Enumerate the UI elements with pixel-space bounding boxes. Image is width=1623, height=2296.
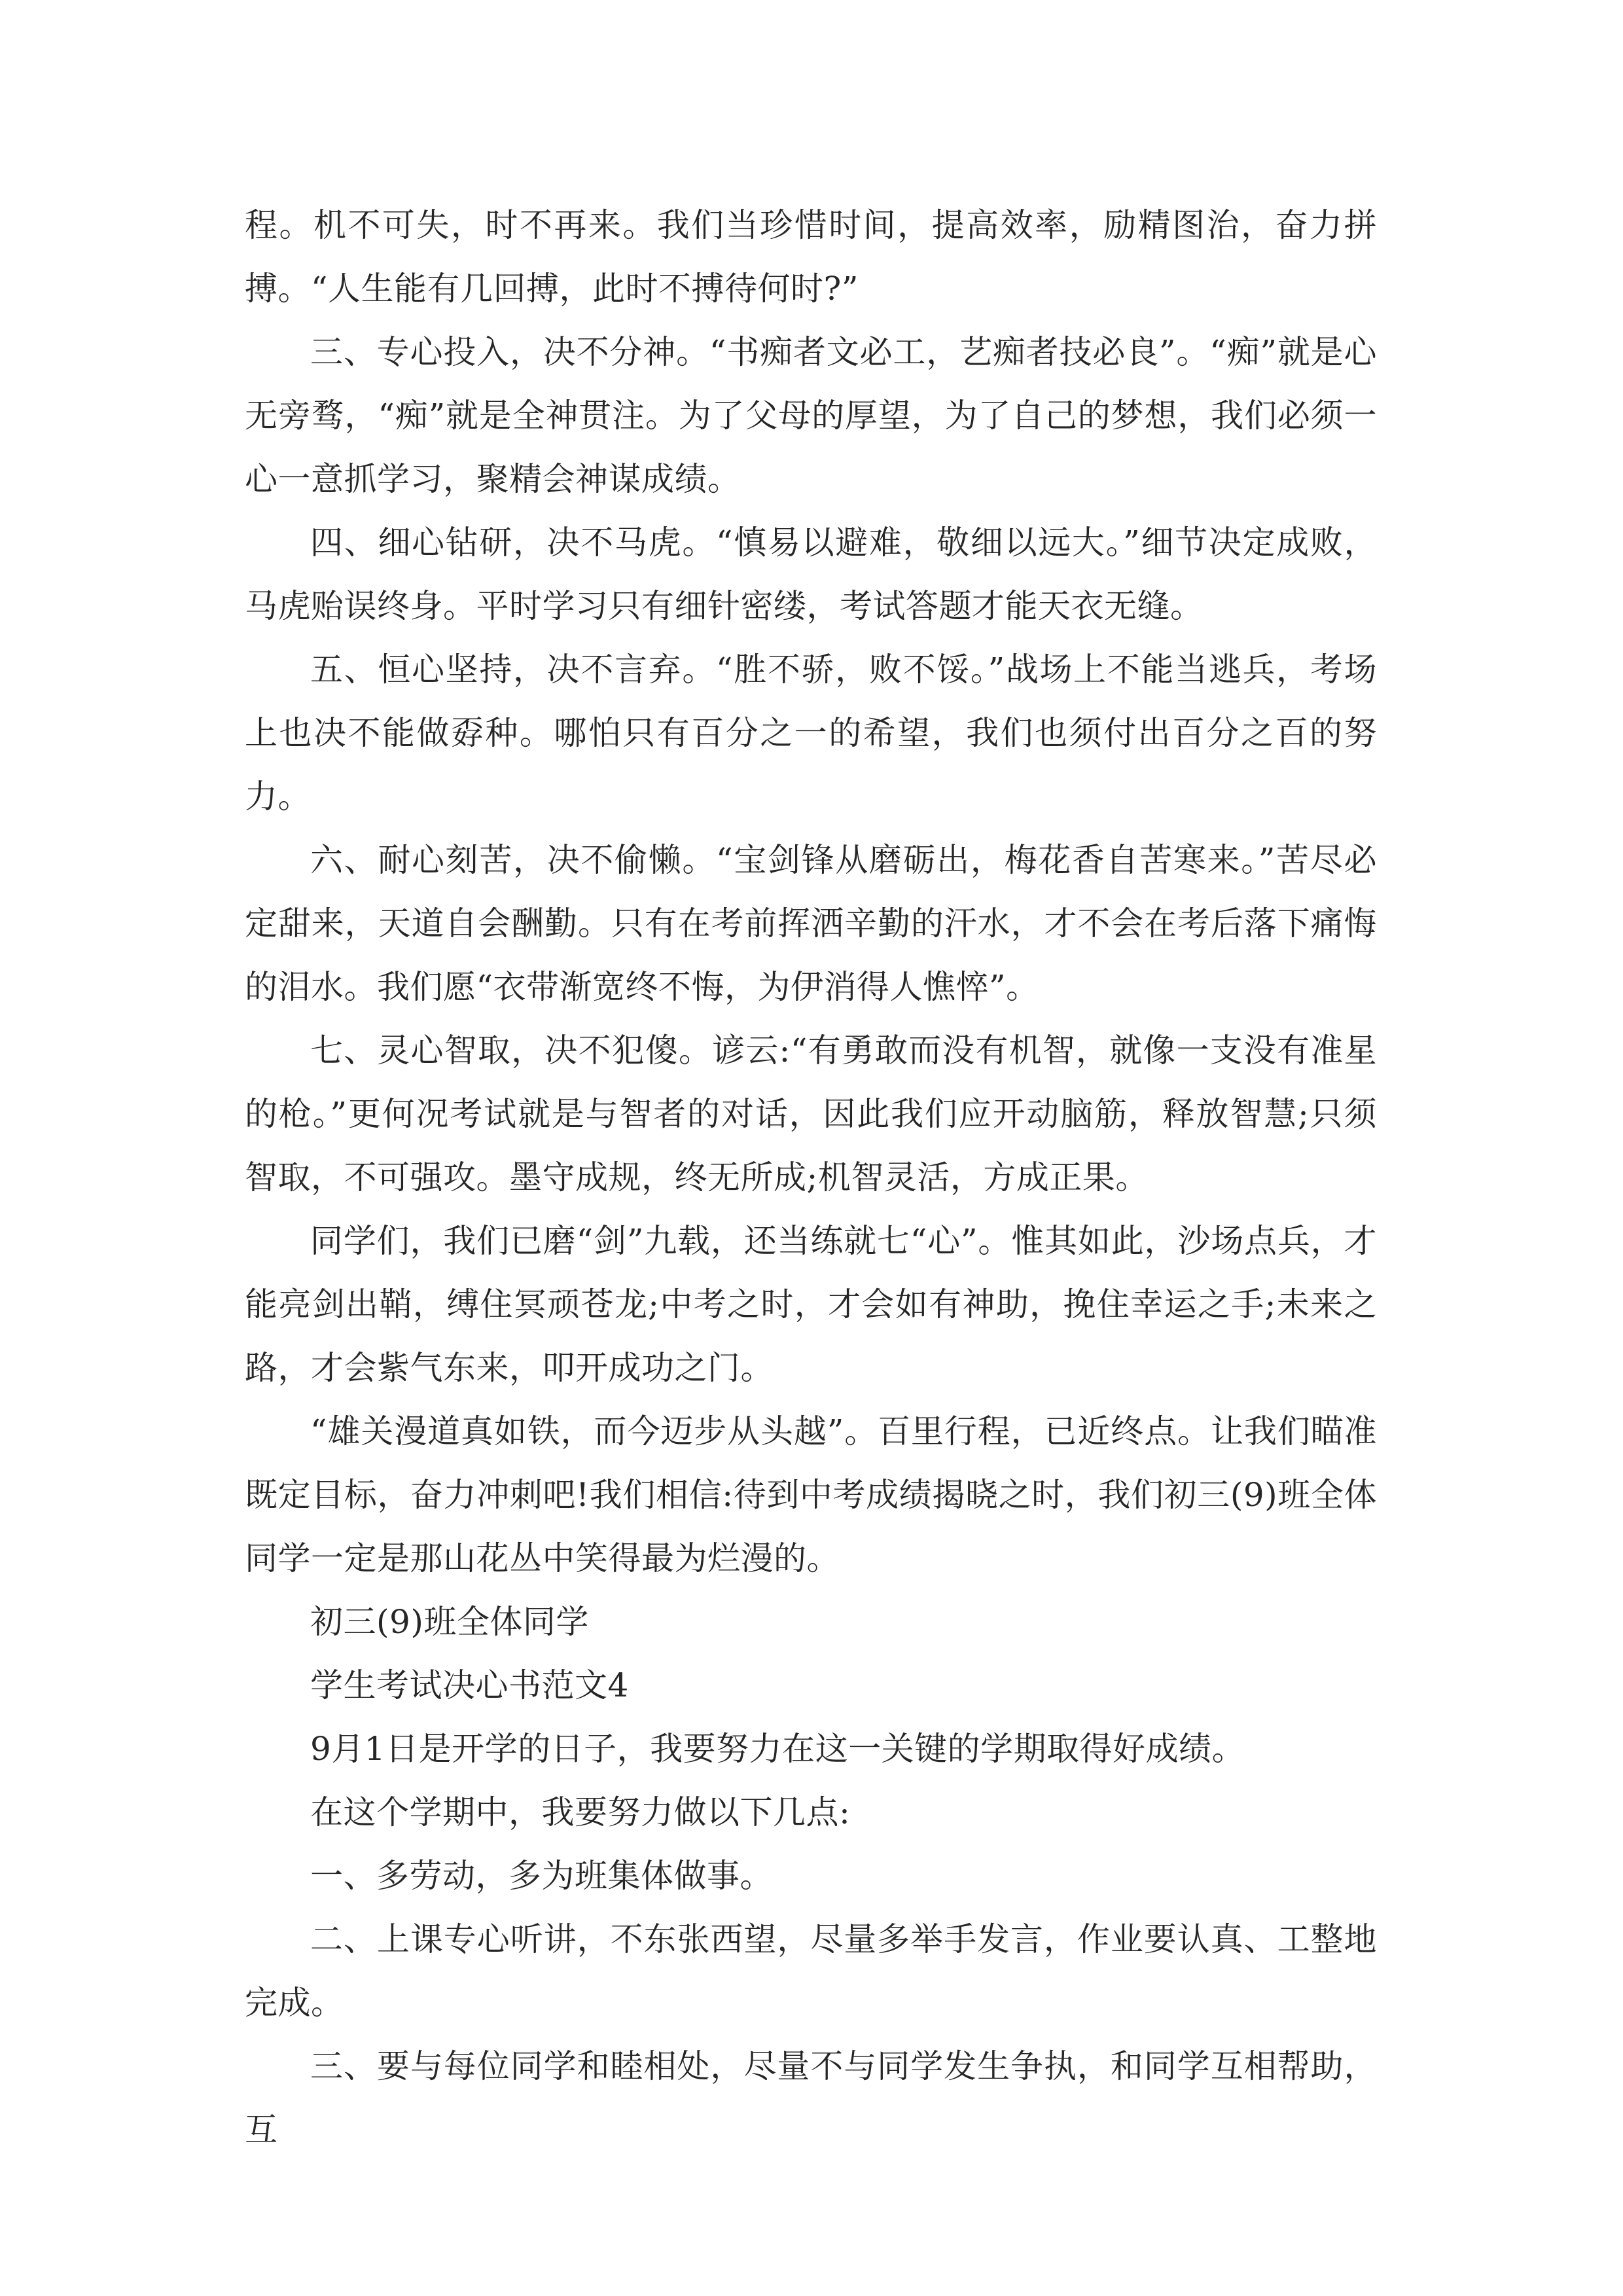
paragraph-goals-lead: 在这个学期中，我要努力做以下几点:	[310, 1793, 851, 1831]
paragraph-point-three: 三、专心投入，决不分神。“书痴者文必工，艺痴者技必良”。“痴”就是心无旁骛，“痴”就是全神贯注。为了父母的厚望，为了自己的梦想，我们必须一心一意抓学习，聚精会神谋成绩。	[245, 333, 1377, 498]
paragraph-closing: “雄关漫道真如铁，而今迈步从头越”。百里行程，已近终点。让我们瞄准既定目标，奋力冲刺吧!我们相信:待到中考成绩揭晓之时，我们初三(9)班全体同学一定是那山花丛中笑得最为烂漫的。	[245, 1412, 1377, 1577]
document-body	[245, 194, 1377, 2162]
paragraph-point-four: 四、细心钻研，决不马虎。“慎易以避难，敬细以远大。”细节决定成败，马虎贻误终身。平时学习只有细针密缕，考试答题才能天衣无缝。	[245, 524, 1377, 625]
signature-line: 初三(9)班全体同学	[310, 1603, 589, 1641]
paragraph-summary: 同学们，我们已磨“剑”九载，还当练就七“心”。惟其如此，沙场点兵，才能亮剑出鞘，缚住冥顽苍龙;中考之时，才会如有神助，挽住幸运之手;未来之路，才会紫气东来，叩开成功之门。	[245, 1222, 1377, 1387]
paragraph-point-seven: 七、灵心智取，决不犯傻。谚云:“有勇敢而没有机智，就像一支没有准星的枪。”更何况考试就是与智者的对话，因此我们应开动脑筋，释放智慧;只须智取，不可强攻。墨守成规，终无所成;机智灵活，方成正果。	[245, 1031, 1377, 1196]
paragraph-continuation: 程。机不可失，时不再来。我们当珍惜时间，提高效率，励精图治，奋力拼搏。“人生能有几回搏，此时不搏待何时?”	[245, 206, 1377, 308]
paragraph-point-five: 五、恒心坚持，决不言弃。“胜不骄，败不馁。”战场上不能当逃兵，考场上也决不能做孬种。哪怕只有百分之一的希望，我们也须付出百分之百的努力。	[245, 651, 1377, 816]
paragraph-goal-three: 三、要与每位同学和睦相处，尽量不与同学发生争执，和同学互相帮助，互	[245, 2047, 1377, 2149]
paragraph-goal-two: 二、上课专心听讲，不东张西望，尽量多举手发言，作业要认真、工整地完成。	[245, 1920, 1377, 2022]
paragraph-goal-one: 一、多劳动，多为班集体做事。	[310, 1857, 773, 1895]
section-heading: 学生考试决心书范文4	[310, 1666, 629, 1704]
paragraph-intro: 9月1日是开学的日子，我要努力在这一关键的学期取得好成绩。	[310, 1730, 1245, 1768]
paragraph-point-six: 六、耐心刻苦，决不偷懒。“宝剑锋从磨砺出，梅花香自苦寒来。”苦尽必定甜来，天道自会酬勤。只有在考前挥洒辛勤的汗水，才不会在考后落下痛悔的泪水。我们愿“衣带渐宽终不悔，为伊消得人憔悴”。	[245, 841, 1377, 1006]
